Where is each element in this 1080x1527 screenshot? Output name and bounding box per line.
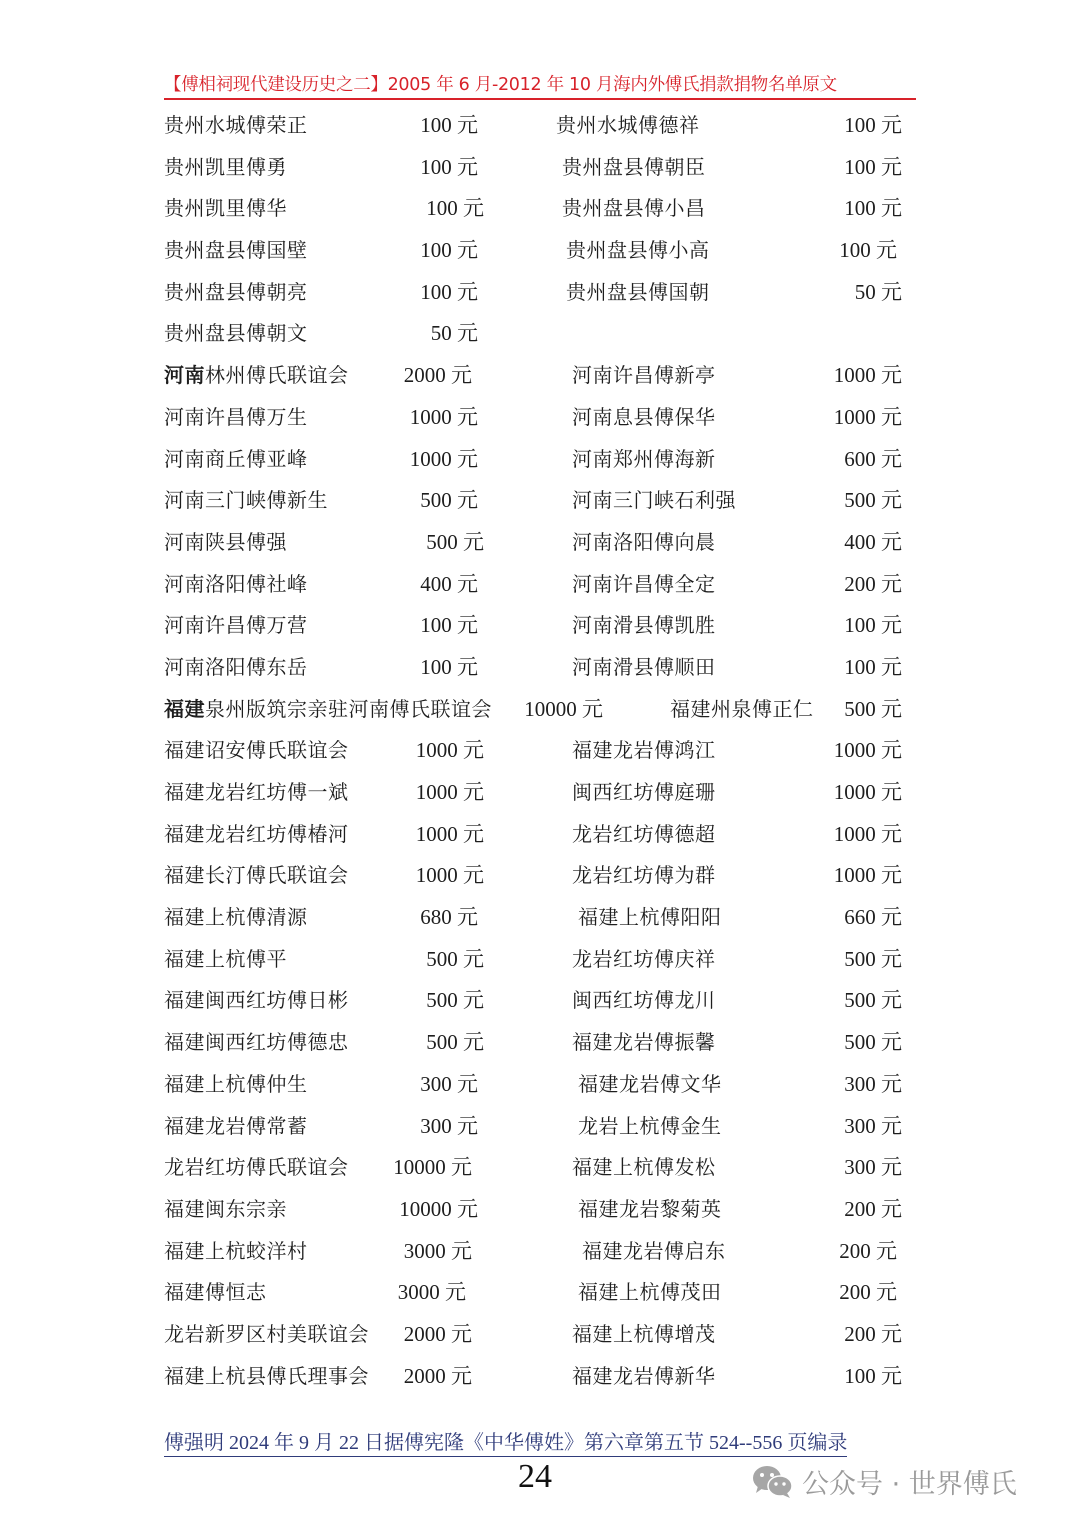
donor-row	[0, 188, 1080, 230]
donor-name-right: 龙岩红坊傅庆祥	[572, 946, 716, 971]
donor-name-left	[164, 689, 492, 731]
donor-row	[0, 1231, 1080, 1273]
donor-name-text: 龙岩新罗区村美联谊会	[164, 1321, 369, 1346]
page-header-title: 【傅相祠现代建设历史之二】2005 年 6 月-2012 年 10 月海内外傅氏捐款捐物名单原文	[164, 72, 916, 100]
donor-name-right: 河南郑州傅海新	[572, 446, 716, 471]
donation-amount-right: 100 元	[844, 654, 902, 679]
donor-name-left	[164, 522, 287, 564]
donation-amount-left: 1000 元	[409, 404, 478, 429]
donor-name-right: 河南滑县傅顺田	[572, 654, 716, 679]
donor-row	[0, 1064, 1080, 1106]
donor-name-right: 闽西红坊傅庭珊	[572, 780, 716, 804]
donor-name-right: 龙岩红坊傅为群	[572, 863, 716, 888]
donation-amount-left: 100 元	[420, 279, 478, 304]
donor-name-text: 福建诏安傅氏联谊会	[164, 738, 349, 763]
donor-name-text: 福建龙岩傅常蓄	[164, 1113, 308, 1138]
donor-row	[0, 730, 1080, 772]
donor-name-text: 福建龙岩红坊傅一斌	[164, 780, 349, 804]
donor-name-left	[164, 147, 287, 189]
donor-row	[0, 397, 1080, 439]
donor-row	[0, 814, 1080, 856]
donor-name-left	[164, 1272, 267, 1314]
donor-name-left	[164, 355, 349, 397]
donor-name-right: 贵州盘县傅小昌	[562, 196, 706, 221]
donor-name-left	[164, 814, 349, 856]
donation-amount-left: 500 元	[426, 988, 484, 1013]
donor-name-left	[164, 1356, 369, 1398]
donation-amount-right: 1000 元	[833, 780, 902, 804]
donor-name-text: 河南洛阳傅社峰	[164, 571, 308, 596]
donor-name-right: 福建龙岩傅振馨	[572, 1030, 716, 1055]
donor-name-left	[164, 105, 308, 147]
donor-name-left	[164, 313, 308, 355]
donor-name-right: 福建州泉傅正仁	[670, 696, 814, 721]
donor-name-text: 贵州凯里傅勇	[164, 154, 287, 179]
donor-row	[0, 522, 1080, 564]
watermark-text: 公众号 · 世界傅氏	[802, 1469, 1017, 1500]
donation-amount-left: 1000 元	[415, 863, 484, 888]
donor-name-right: 贵州水城傅德祥	[556, 113, 700, 137]
donation-amount-right: 400 元	[844, 529, 902, 554]
donor-name-text: 福建上杭县傅氏理事会	[164, 1363, 369, 1388]
donation-amount-right: 600 元	[844, 446, 902, 471]
donor-name-left	[164, 1231, 308, 1273]
donation-amount-right: 200 元	[844, 1321, 902, 1346]
donor-row	[0, 855, 1080, 897]
donor-name-text: 福建傅恒志	[164, 1280, 267, 1305]
donor-name-right: 河南滑县傅凯胜	[572, 613, 716, 638]
donor-name-text: 福建长汀傅氏联谊会	[164, 863, 349, 888]
donation-amount-left: 10000 元	[524, 696, 603, 721]
donor-name-left	[164, 855, 349, 897]
donor-name-right: 河南息县傅保华	[572, 404, 716, 429]
donation-amount-left: 2000 元	[403, 1363, 472, 1388]
donor-name-right: 河南洛阳傅向晨	[572, 529, 716, 554]
donation-amount-right: 100 元	[844, 613, 902, 638]
donor-name-text: 河南洛阳傅东岳	[164, 654, 308, 679]
donor-row	[0, 1022, 1080, 1064]
donor-name-left	[164, 939, 287, 981]
donation-amount-left: 500 元	[420, 488, 478, 513]
donation-amount-left: 10000 元	[399, 1196, 478, 1221]
donor-row	[0, 1356, 1080, 1398]
donor-row	[0, 772, 1080, 814]
donation-amount-right: 500 元	[844, 488, 902, 513]
donor-name-text: 贵州凯里傅华	[164, 196, 287, 221]
donor-name-left	[164, 1022, 349, 1064]
donor-row	[0, 897, 1080, 939]
donor-name-left	[164, 188, 287, 230]
donor-name-text: 福建闽西红坊傅德忠	[164, 1030, 349, 1055]
watermark	[752, 1462, 1017, 1501]
donation-amount-right: 500 元	[844, 988, 902, 1013]
donor-row	[0, 1272, 1080, 1314]
donor-name-text: 龙岩红坊傅氏联谊会	[164, 1155, 349, 1180]
donor-name-right: 闽西红坊傅龙川	[572, 988, 716, 1013]
donation-amount-right: 300 元	[844, 1071, 902, 1096]
donation-amount-left: 3000 元	[397, 1280, 466, 1305]
donor-name-text: 贵州盘县傅国壁	[164, 238, 308, 263]
donor-name-right: 贵州盘县傅国朝	[566, 279, 710, 304]
donor-name-left	[164, 1147, 349, 1189]
donor-name-right: 福建上杭傅增茂	[572, 1321, 716, 1346]
donor-name-text: 泉州版筑宗亲驻河南傅氏联谊会	[205, 696, 492, 721]
donation-amount-right: 100 元	[844, 113, 902, 137]
donor-row	[0, 439, 1080, 481]
donation-amount-right: 200 元	[839, 1280, 897, 1305]
donation-amount-left: 100 元	[420, 654, 478, 679]
footer-credit: 傅强明 2024 年 9 月 22 日据傅宪隆《中华傅姓》第六章第五节 524--556 页编录	[164, 1430, 847, 1457]
donor-name-right: 河南许昌傅全定	[572, 571, 716, 596]
donor-row	[0, 980, 1080, 1022]
donation-amount-left: 100 元	[420, 238, 478, 263]
donation-amount-left: 50 元	[430, 321, 478, 346]
donor-name-left	[164, 564, 308, 606]
donor-name-left	[164, 272, 308, 314]
donor-name-left	[164, 647, 308, 689]
donation-amount-left: 10000 元	[393, 1155, 472, 1180]
donor-row	[0, 272, 1080, 314]
donation-amount-right: 50 元	[854, 279, 902, 304]
donor-list	[0, 105, 1080, 1397]
donor-name-left	[164, 897, 308, 939]
donor-name-right: 贵州盘县傅小高	[566, 238, 710, 263]
donation-amount-left: 680 元	[420, 905, 478, 930]
donor-name-left	[164, 1314, 369, 1356]
donor-name-left	[164, 397, 308, 439]
donor-name-left	[164, 1106, 308, 1148]
donor-name-right: 福建龙岩傅文华	[578, 1071, 722, 1096]
donor-name-left	[164, 730, 349, 772]
donation-amount-right: 1000 元	[833, 863, 902, 888]
donation-amount-right: 660 元	[844, 905, 902, 930]
donor-name-left	[164, 480, 328, 522]
donor-name-right: 福建龙岩傅启东	[582, 1238, 726, 1263]
donation-amount-left: 1000 元	[415, 821, 484, 846]
donation-amount-left: 1000 元	[409, 446, 478, 471]
donation-amount-right: 200 元	[844, 571, 902, 596]
donor-name-text: 贵州盘县傅朝文	[164, 321, 308, 346]
donor-name-right: 福建龙岩傅鸿江	[572, 738, 716, 763]
donation-amount-left: 1000 元	[415, 738, 484, 763]
donor-name-text: 河南三门峡傅新生	[164, 488, 328, 513]
donor-row	[0, 605, 1080, 647]
donor-row	[0, 939, 1080, 981]
donation-amount-right: 100 元	[844, 196, 902, 221]
donation-amount-left: 300 元	[420, 1113, 478, 1138]
donor-row	[0, 1189, 1080, 1231]
donor-row	[0, 147, 1080, 189]
donor-row	[0, 1314, 1080, 1356]
province-prefix: 河南	[164, 363, 205, 388]
donor-name-right: 贵州盘县傅朝臣	[562, 154, 706, 179]
donor-row	[0, 480, 1080, 522]
donor-name-right: 福建龙岩黎菊英	[578, 1196, 722, 1221]
donor-name-right: 福建龙岩傅新华	[572, 1363, 716, 1388]
donor-name-left	[164, 439, 308, 481]
donor-name-text: 贵州盘县傅朝亮	[164, 279, 308, 304]
donation-amount-left: 500 元	[426, 946, 484, 971]
donor-name-left	[164, 1064, 308, 1106]
donor-name-text: 河南许昌傅万生	[164, 404, 308, 429]
donor-name-text: 河南许昌傅万营	[164, 613, 308, 638]
donation-amount-right: 500 元	[844, 696, 902, 721]
donation-amount-right: 100 元	[839, 238, 897, 263]
donor-name-left	[164, 1189, 287, 1231]
donation-amount-right: 300 元	[844, 1113, 902, 1138]
donor-row	[0, 1147, 1080, 1189]
donation-amount-right: 200 元	[839, 1238, 897, 1263]
donor-row	[0, 564, 1080, 606]
donor-name-text: 福建上杭傅平	[164, 946, 287, 971]
donor-row	[0, 230, 1080, 272]
donor-name-text: 贵州水城傅荣正	[164, 113, 308, 137]
donor-name-left	[164, 772, 349, 814]
donation-amount-right: 500 元	[844, 946, 902, 971]
donor-name-text: 林州傅氏联谊会	[205, 363, 349, 388]
donor-row	[0, 1106, 1080, 1148]
donation-amount-right: 200 元	[844, 1196, 902, 1221]
donor-name-left	[164, 980, 349, 1022]
donation-amount-left: 100 元	[420, 113, 478, 137]
donor-name-right: 龙岩红坊傅德超	[572, 821, 716, 846]
donor-row	[0, 647, 1080, 689]
donor-name-right: 福建上杭傅茂田	[578, 1280, 722, 1305]
province-prefix: 福建	[164, 696, 205, 721]
wechat-icon	[752, 1464, 794, 1500]
donation-amount-right: 1000 元	[833, 363, 902, 388]
donation-amount-left: 400 元	[420, 571, 478, 596]
donation-amount-left: 100 元	[426, 196, 484, 221]
donor-row	[0, 313, 1080, 355]
donation-amount-right: 500 元	[844, 1030, 902, 1055]
donation-amount-left: 2000 元	[403, 1321, 472, 1346]
donation-amount-right: 300 元	[844, 1155, 902, 1180]
donor-row	[0, 689, 1080, 731]
donor-name-right: 龙岩上杭傅金生	[578, 1113, 722, 1138]
donor-name-left	[164, 605, 308, 647]
donation-amount-left: 3000 元	[403, 1238, 472, 1263]
donor-name-text: 福建闽东宗亲	[164, 1196, 287, 1221]
donor-name-text: 河南商丘傅亚峰	[164, 446, 308, 471]
donation-amount-left: 100 元	[420, 154, 478, 179]
donation-amount-left: 300 元	[420, 1071, 478, 1096]
donation-amount-right: 1000 元	[833, 404, 902, 429]
donor-name-right: 福建上杭傅阳阳	[578, 905, 722, 930]
donor-row	[0, 355, 1080, 397]
donation-amount-right: 100 元	[844, 1363, 902, 1388]
donor-name-text: 福建龙岩红坊傅椿河	[164, 821, 349, 846]
donor-name-text: 福建上杭傅仲生	[164, 1071, 308, 1096]
donor-name-text: 福建闽西红坊傅日彬	[164, 988, 349, 1013]
donation-amount-left: 100 元	[420, 613, 478, 638]
page-number: 24	[518, 1458, 552, 1495]
donor-name-text: 福建上杭傅清源	[164, 905, 308, 930]
donation-amount-left: 500 元	[426, 1030, 484, 1055]
donation-amount-left: 1000 元	[415, 780, 484, 804]
donation-amount-right: 1000 元	[833, 738, 902, 763]
donor-name-text: 福建上杭蛟洋村	[164, 1238, 308, 1263]
donor-name-text: 河南陕县傅强	[164, 529, 287, 554]
donation-amount-right: 100 元	[844, 154, 902, 179]
donor-name-right: 福建上杭傅发松	[572, 1155, 716, 1180]
donation-amount-left: 2000 元	[403, 363, 472, 388]
donor-name-right: 河南许昌傅新亭	[572, 363, 716, 388]
donation-amount-right: 1000 元	[833, 821, 902, 846]
donor-row	[0, 105, 1080, 147]
donation-amount-left: 500 元	[426, 529, 484, 554]
donor-name-left	[164, 230, 308, 272]
donor-name-right: 河南三门峡石利强	[572, 488, 736, 513]
